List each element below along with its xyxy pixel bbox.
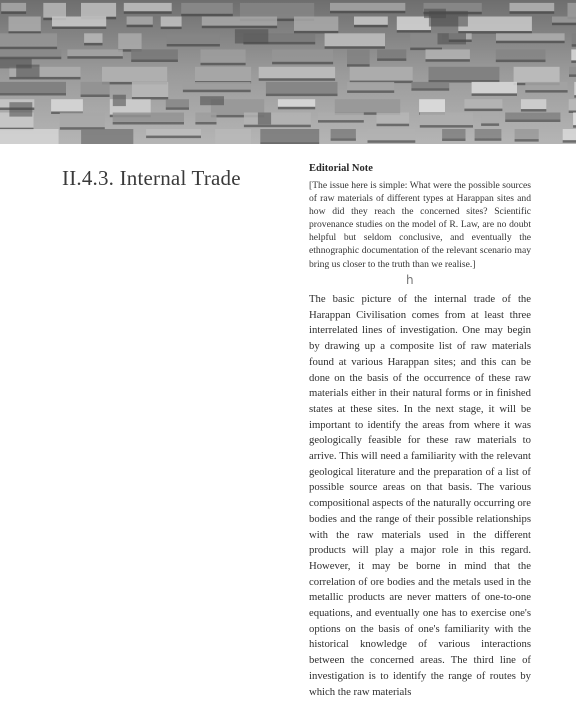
body-text: The basic picture of the internal trade of the Harappan Civilisation comes from at least three interrelated lines of investigation. One may begin by drawing up a composite list of raw materials found at various Harappan sites; and this can be done on the basis of the occurrence of these raw materials either in their natural forms or in finished states at these sites. In the next stage, it will be important to identify the areas from where it was geologically feasible for these raw materials to arrive. This will need a familiarity with the relevant geological literature and the preparation of a list of possible source areas on that basis. The various compositional aspects of the naturally occurring ore bodies and the range of their possible relationships with the raw materials used in the different products will play a major role in this regard. However, it may be borne in mind that the correlation of ore bodies and the metals used in the metallic products are never matters of one-to-one equations, and eventually one has to exercise one's options on the basis of one's familiarity with the historical knowledge of various interactions between the concerned areas. The third line of investigation is to identify the range of routes by which the raw materials	[309, 293, 531, 698]
editorial-note-body: [The issue here is simple: What were the possible sources of raw materials of different types at Harappan sites and how did they reach the concerned sites? Scientific provenance studies on the model of R. Law, are no doubt helpful but seldom conclusive, and eventually the ethnographic documentation of the relevant scenario may bring us closer to the truth than we realise.]	[309, 180, 531, 270]
section-divider-glyph: h	[406, 273, 414, 287]
editorial-note-title: Editorial Note	[309, 163, 373, 174]
header-photo	[0, 0, 576, 144]
excavation-photo-icon	[0, 0, 576, 144]
section-heading: II.4.3. Internal Trade	[62, 166, 241, 190]
